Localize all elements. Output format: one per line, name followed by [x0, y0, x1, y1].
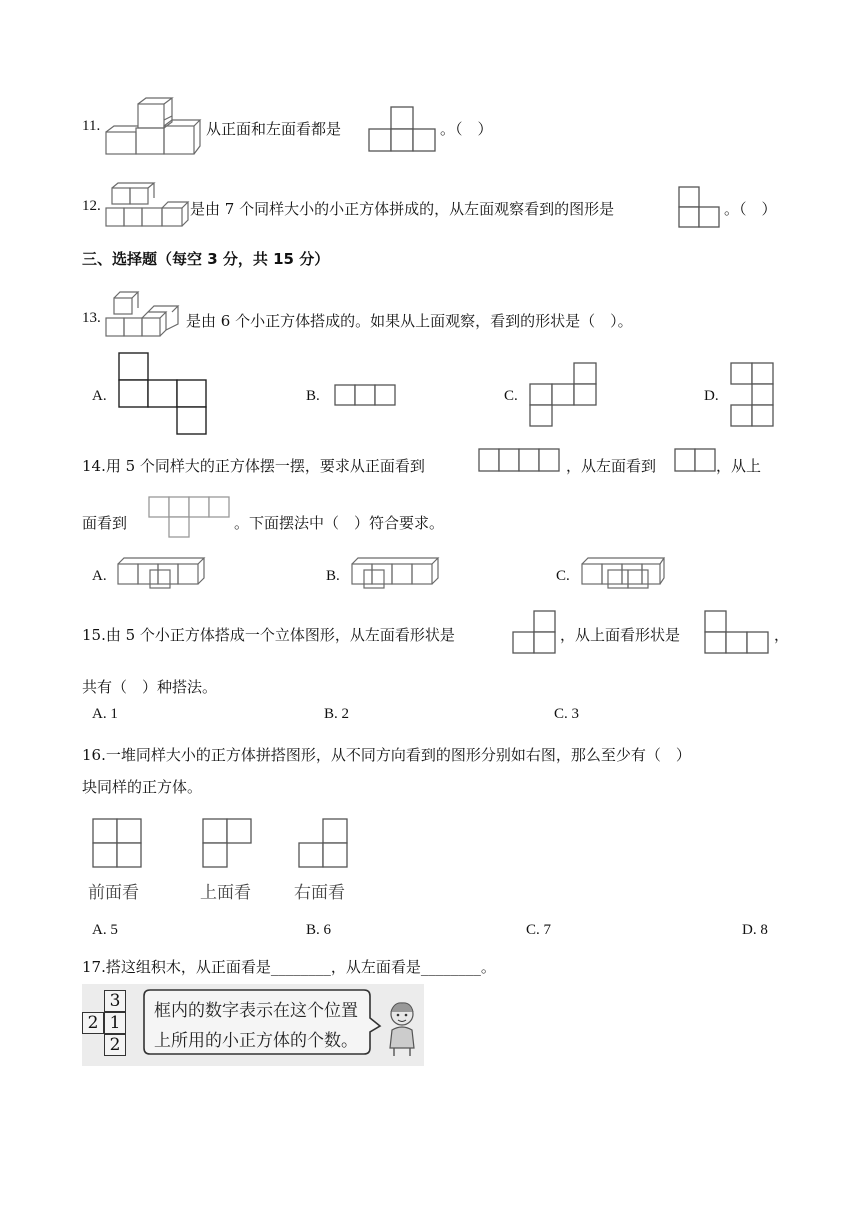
q16-option-b[interactable]: B. 6 — [306, 922, 332, 938]
q17-bubble-line1: 框内的数字表示在这个位置 — [154, 1001, 358, 1021]
q17-num-2a: 2 — [87, 1013, 99, 1033]
q14-line1-b: ，从左面看到 — [566, 457, 657, 475]
q14-line1-a: 14.用 5 个同样大的正方体摆一摆，要求从正面看到 — [82, 457, 425, 475]
q13-option-a-shape[interactable] — [118, 352, 210, 436]
q13-cube-figure — [104, 290, 184, 338]
q13-option-c-shape[interactable] — [530, 362, 600, 428]
q14-option-b-label: B. — [326, 568, 340, 584]
q13-option-d-label: D. — [704, 388, 719, 404]
q16-label-top: 上面看 — [200, 883, 251, 903]
q12-number: 12. — [82, 198, 101, 214]
q15-line1-b: ，从上面看形状是 — [560, 626, 681, 644]
q16-label-right: 右面看 — [294, 883, 345, 903]
q14-left-view — [674, 448, 718, 474]
q17-cell-left — [82, 1012, 104, 1034]
q11-number: 11. — [82, 118, 101, 134]
q16-right-view — [298, 818, 350, 870]
q16-label-front: 前面看 — [88, 883, 139, 903]
q11-view-shape — [368, 106, 438, 152]
q14-option-b-figure[interactable] — [350, 556, 440, 590]
q16-option-d[interactable]: D. 8 — [742, 922, 768, 938]
q13-option-b-label: B. — [306, 388, 320, 404]
q15-option-a[interactable]: A. 1 — [92, 706, 118, 722]
q14-line2-b: 。下面摆法中（ ）符合要求。 — [234, 514, 445, 532]
q11-text-a: 从正面和左面看都是 — [206, 120, 342, 138]
q17-cell-top — [104, 990, 126, 1012]
q12-text-a: 是由 7 个同样大小的小正方体拼成的，从左面观察看到的图形是 — [190, 200, 615, 218]
q15-line1-c: ， — [774, 626, 790, 644]
q15-top-view — [704, 610, 772, 656]
q11-cube-figure — [104, 96, 206, 156]
q15-option-c[interactable]: C. 3 — [554, 706, 580, 722]
q17-cell-center — [104, 1012, 126, 1034]
q16-option-a[interactable]: A. 5 — [92, 922, 118, 938]
q17-num-2b: 2 — [109, 1035, 121, 1055]
q14-front-view — [478, 448, 562, 474]
q17-bubble-line2: 上所用的小正方体的个数。 — [154, 1031, 358, 1051]
q13-option-d-shape[interactable] — [730, 362, 776, 428]
q13-option-c-label: C. — [504, 388, 518, 404]
q13-option-a-label: A. — [92, 388, 107, 404]
q17-num-1: 1 — [109, 1013, 121, 1033]
q16-top-view — [202, 818, 254, 870]
q15-line2: 共有（ ）种搭法。 — [82, 678, 218, 696]
q14-line1-c: ，从上 — [716, 457, 762, 475]
q16-front-view — [92, 818, 144, 870]
q14-option-c-label: C. — [556, 568, 570, 584]
q14-option-a-label: A. — [92, 568, 107, 584]
q13-option-b-shape[interactable] — [334, 384, 398, 408]
child-cartoon-icon — [384, 1000, 424, 1060]
q16-option-c[interactable]: C. 7 — [526, 922, 552, 938]
q17-cell-bottom — [104, 1034, 126, 1056]
q16-line1: 16.一堆同样大小的正方体拼搭图形，从不同方向看到的图形分别如右图，那么至少有（ ） — [82, 746, 691, 764]
q12-text-b: 。（ ） — [724, 200, 777, 218]
q16-line2: 块同样的正方体。 — [82, 778, 203, 796]
q15-line1-a: 15.由 5 个小正方体搭成一个立体图形，从左面看形状是 — [82, 626, 455, 644]
q17-figure — [82, 984, 424, 1066]
q12-view-shape — [678, 186, 722, 230]
q15-option-b[interactable]: B. 2 — [324, 706, 350, 722]
section-title: 三、选择题（每空 3 分，共 15 分） — [82, 250, 330, 268]
q13-text: 是由 6 个小正方体搭成的。如果从上面观察，看到的形状是（ ）。 — [186, 312, 633, 330]
q11-text-b: 。（ ） — [440, 120, 493, 138]
q17-text: 17.搭这组积木，从正面看是________，从左面看是________。 — [82, 958, 496, 976]
q12-cube-figure — [104, 180, 190, 228]
q15-left-view — [512, 610, 558, 656]
q17-num-3: 3 — [109, 991, 121, 1011]
q14-top-view — [148, 496, 232, 540]
q14-option-a-figure[interactable] — [116, 556, 206, 590]
q14-line2-a: 面看到 — [82, 514, 128, 532]
q13-number: 13. — [82, 310, 101, 326]
q14-option-c-figure[interactable] — [580, 556, 666, 590]
